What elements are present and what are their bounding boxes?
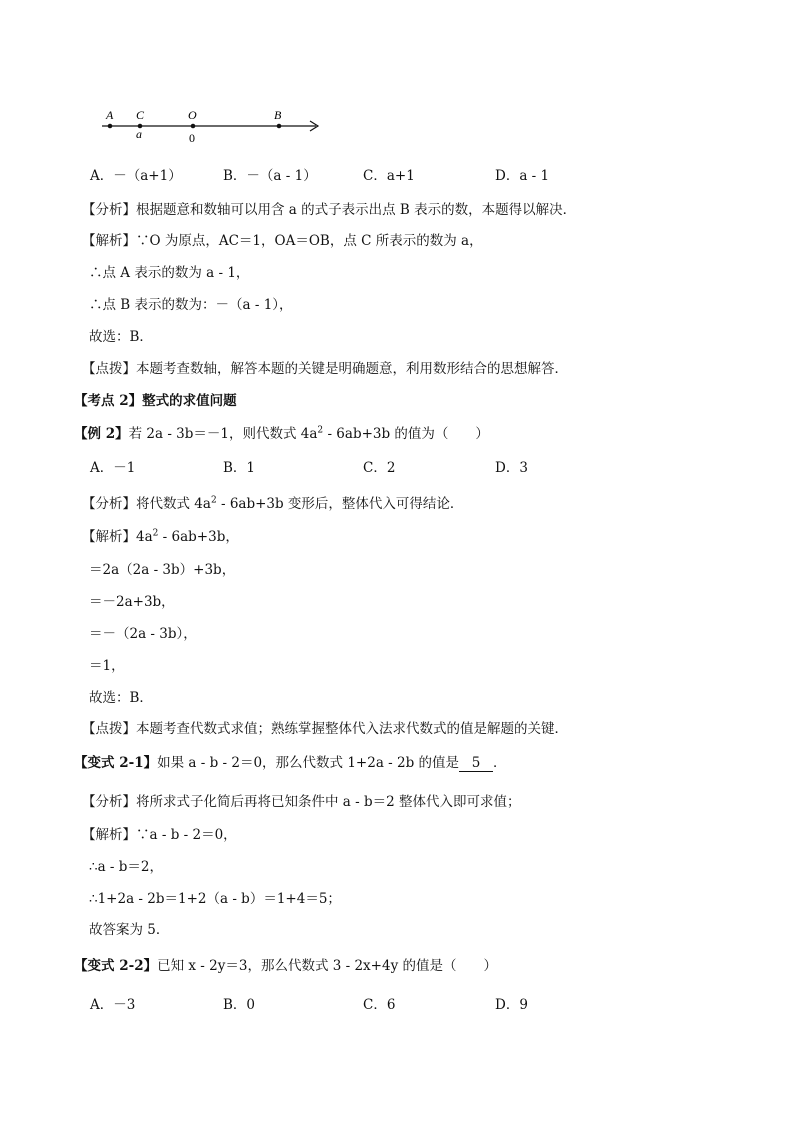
- q1-option-c: C．a+1: [363, 168, 415, 184]
- q1-point: 【点拨】本题考查数轴，解答本题的关键是明确题意，利用数形结合的思想解答．: [82, 361, 568, 377]
- label-b: B: [274, 108, 282, 122]
- label-c-value: a: [136, 127, 142, 141]
- q1-choice: 故选：B．: [89, 329, 153, 345]
- label-o: O: [188, 108, 197, 122]
- label-c: C: [136, 108, 145, 122]
- variant-2-2-option-b: B．0: [223, 997, 256, 1013]
- example-2-options: [90, 456, 528, 476]
- variant-2-1-answer: 故答案为 5．: [89, 922, 170, 938]
- example-2-option-b: B．1: [223, 460, 256, 476]
- q1-solution-step-3: ∴点 B 表示的数为：－（a - 1），: [89, 297, 293, 313]
- example-2-step-3: ＝－（2a - 3b），: [89, 626, 197, 642]
- variant-2-1-end: ．: [493, 755, 507, 771]
- example-2-step-4: ＝1，: [89, 658, 125, 674]
- example-2-solution-text-end: - 6ab+3b，: [158, 529, 239, 545]
- example-2-exponent: 2: [317, 425, 324, 436]
- example-2-text-end: - 6ab+3b 的值为（ ）: [323, 426, 489, 442]
- example-2-step-1: ＝2a（2a - 3b）+3b，: [89, 562, 236, 578]
- example-2-solution-text: 【解析】4a: [82, 529, 153, 545]
- example-2-solution-exponent: 2: [152, 528, 159, 539]
- example-2-analysis: [82, 492, 463, 512]
- point-b: [277, 124, 282, 129]
- variant-2-2-option-c: C．6: [363, 997, 396, 1013]
- section-heading-k2: 【考点 2】整式的求值问题: [74, 393, 237, 409]
- example-2-analysis-text: 【分析】将代数式 4a: [82, 496, 211, 512]
- variant-2-2-options: [90, 993, 528, 1013]
- variant-2-1-step-3: ∴1+2a - 2b＝1+2（a - b）＝1+4＝5；: [89, 891, 341, 907]
- variant-2-2-tag: 【变式 2-2】: [74, 958, 158, 974]
- q1-option-b: B．－（a - 1）: [223, 168, 317, 184]
- example-2-solution: [82, 525, 239, 545]
- variant-2-1-analysis: 【分析】将所求式子化简后再将已知条件中 a - b＝2 整体代入即可求值；: [82, 794, 521, 810]
- variant-2-2-option-a: A．－3: [90, 997, 136, 1013]
- variant-2-2-stem: [74, 954, 497, 974]
- example-2-option-d: D．3: [495, 460, 528, 476]
- point-a: [108, 124, 113, 129]
- variant-2-2-text: 已知 x - 2y＝3，那么代数式 3 - 2x+4y 的值是（ ）: [157, 958, 497, 974]
- variant-2-1-step-2: ∴a - b＝2，: [89, 859, 164, 875]
- example-2-option-c: C．2: [363, 460, 396, 476]
- example-2-analysis-text-end: - 6ab+3b 变形后，整体代入可得结论．: [216, 496, 464, 512]
- example-2-stem: [74, 422, 489, 442]
- q1-option-d: D．a - 1: [495, 168, 550, 184]
- q1-solution-step-2: ∴点 A 表示的数为 a - 1，: [89, 265, 250, 281]
- variant-2-1-stem: [74, 751, 507, 772]
- q1-analysis: 【分析】根据题意和数轴可以用含 a 的式子表示出点 B 表示的数，本题得以解决．: [82, 202, 577, 218]
- label-o-value: 0: [189, 131, 195, 145]
- point-o: [191, 124, 196, 129]
- number-line-figure: [96, 104, 326, 150]
- variant-2-1-solution: 【解析】∵a - b - 2＝0，: [82, 827, 237, 843]
- q1-solution: 【解析】∵O 为原点，AC＝1，OA＝OB，点 C 所表示的数为 a，: [82, 233, 483, 249]
- label-a: A: [106, 108, 114, 122]
- example-2-tag: 【例 2】: [74, 426, 129, 442]
- q1-options: [90, 164, 549, 184]
- example-2-step-2: ＝－2a+3b，: [89, 594, 175, 610]
- variant-2-1-answer-blank: 5: [459, 755, 493, 772]
- variant-2-1-text: 如果 a - b - 2＝0，那么代数式 1+2a - 2b 的值是: [157, 755, 460, 771]
- variant-2-2-option-d: D．9: [495, 997, 528, 1013]
- q1-option-a: A．－（a+1）: [90, 168, 182, 184]
- example-2-option-a: A．－1: [90, 460, 136, 476]
- example-2-analysis-exponent: 2: [210, 495, 217, 506]
- variant-2-1-tag: 【变式 2-1】: [74, 755, 158, 771]
- example-2-choice: 故选：B．: [89, 690, 153, 706]
- number-line-svg: [96, 104, 326, 150]
- example-2-point: 【点拨】本题考查代数式求值；熟练掌握整体代入法求代数式的值是解题的关键．: [82, 721, 568, 737]
- example-2-text: 若 2a - 3b＝－1，则代数式 4a: [128, 426, 318, 442]
